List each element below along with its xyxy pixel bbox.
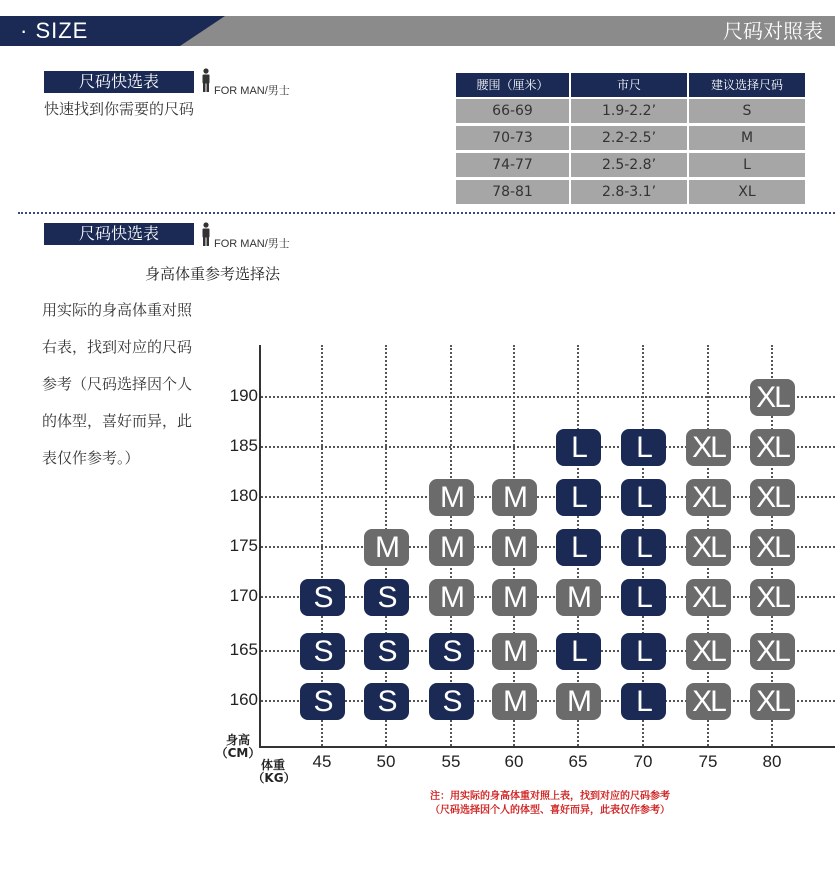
chart-subtitle: 身高体重参考选择法 [145,265,281,283]
size-badge: M [429,579,474,616]
description-line: 右表，找到对应的尺码 [42,338,193,356]
size-badge: XL [686,633,731,670]
size-badge: M [492,479,537,516]
section-divider [18,212,835,214]
size-badge: L [556,429,601,466]
table-row [456,180,805,204]
size-badge: M [364,529,409,566]
y-tick-label: 160 [229,690,258,709]
size-badge: XL [750,379,795,416]
man-label: FOR MAN/男士 [214,85,290,97]
size-badge: XL [686,479,731,516]
x-tick-label: 45 [312,752,332,771]
size-badge: XL [750,529,795,566]
y-tick-label: 190 [229,386,258,405]
chart-description [42,296,222,481]
size-badge: M [492,579,537,616]
y-axis-unit: （CM） [215,746,261,760]
size-badge: S [364,633,409,670]
x-tick-label: 80 [762,752,782,771]
size-badge: S [300,579,345,616]
table-cell: 66-69 [456,99,569,123]
man-icon [200,68,212,92]
size-badge: S [300,683,345,720]
y-tick-label: 165 [229,640,258,659]
x-tick-label: 60 [504,752,524,771]
size-badge: S [364,683,409,720]
table-cell: S [689,99,805,123]
description-line: 的体型，喜好而异，此 [42,412,193,430]
table-row [456,99,805,123]
man-label: FOR MAN/男士 [214,238,290,250]
size-badge: S [300,633,345,670]
x-tick-label: 65 [568,752,588,771]
header-subtitle: 尺码对照表 [723,19,823,43]
x-tick-label: 55 [441,752,461,771]
table-cell: 78-81 [456,180,569,204]
table-cell: 74-77 [456,153,569,177]
size-badge: XL [686,579,731,616]
table-header-cell: 建议选择尺码 [689,73,805,97]
x-tick-label: 70 [633,752,653,771]
x-tick-label: 50 [376,752,396,771]
table-cell: 1.9-2.2’ [571,99,687,123]
horizontal-gridline [261,446,835,448]
horizontal-gridline [261,546,835,548]
size-badge: S [429,683,474,720]
size-badge: XL [686,683,731,720]
size-badge: L [556,633,601,670]
man-icon [200,222,212,246]
table-row [456,126,805,150]
description-line: 用实际的身高体重对照 [42,301,193,319]
y-tick-label: 185 [229,436,258,455]
horizontal-gridline [261,396,835,398]
y-tick-label: 175 [229,536,258,555]
size-badge: S [364,579,409,616]
size-badge: L [621,633,666,670]
note-line-1: 注：用实际的身高体重对照上表，找到对应的尺码参考 [430,791,670,802]
description-line: 参考（尺码选择因个人 [42,375,193,393]
horizontal-gridline [261,700,835,702]
size-badge: L [556,479,601,516]
table-cell: 2.8-3.1’ [571,180,687,204]
size-badge: XL [750,479,795,516]
size-badge: L [621,529,666,566]
horizontal-gridline [261,496,835,498]
table-cell: 2.5-2.8’ [571,153,687,177]
x-axis [259,746,835,748]
table-header-cell: 腰围（厘米） [456,73,569,97]
size-badge: XL [686,529,731,566]
size-badge: M [556,579,601,616]
header-title: · SIZE [20,18,89,43]
table-cell: XL [689,180,805,204]
height-section-label: 尺码快选表 [44,223,194,245]
size-badge: S [429,633,474,670]
table-cell: L [689,153,805,177]
size-badge: M [556,683,601,720]
size-badge: L [556,529,601,566]
size-badge: L [621,429,666,466]
size-badge: L [621,683,666,720]
table-row [456,153,805,177]
size-badge: XL [750,429,795,466]
size-badge: M [492,529,537,566]
waist-section-label: 尺码快选表 [44,71,194,93]
description-line: 表仅作参考。） [42,449,140,467]
x-tick-label: 75 [698,752,718,771]
y-axis-name: 身高 [225,733,250,747]
table-cell: 2.2-2.5’ [571,126,687,150]
waist-description: 快速找到你需要的尺码 [44,100,195,118]
size-badge: XL [750,683,795,720]
size-badge: M [429,479,474,516]
size-badge: L [621,579,666,616]
size-badge: M [492,633,537,670]
note-line-2: （尺码选择因个人的体型、喜好而异，此表仅作参考） [430,805,670,816]
table-cell: 70-73 [456,126,569,150]
y-tick-label: 180 [229,486,258,505]
horizontal-gridline [261,596,835,598]
size-badge: XL [750,579,795,616]
y-tick-label: 170 [229,586,258,605]
horizontal-gridline [261,650,835,652]
size-badge: XL [686,429,731,466]
size-badge: M [492,683,537,720]
table-header-cell: 市尺 [571,73,687,97]
size-badge: M [429,529,474,566]
table-cell: M [689,126,805,150]
size-badge: XL [750,633,795,670]
size-badge: L [621,479,666,516]
x-axis-unit: （KG） [252,771,296,785]
table-header-row [456,73,805,97]
x-axis-name: 体重 [260,758,285,772]
